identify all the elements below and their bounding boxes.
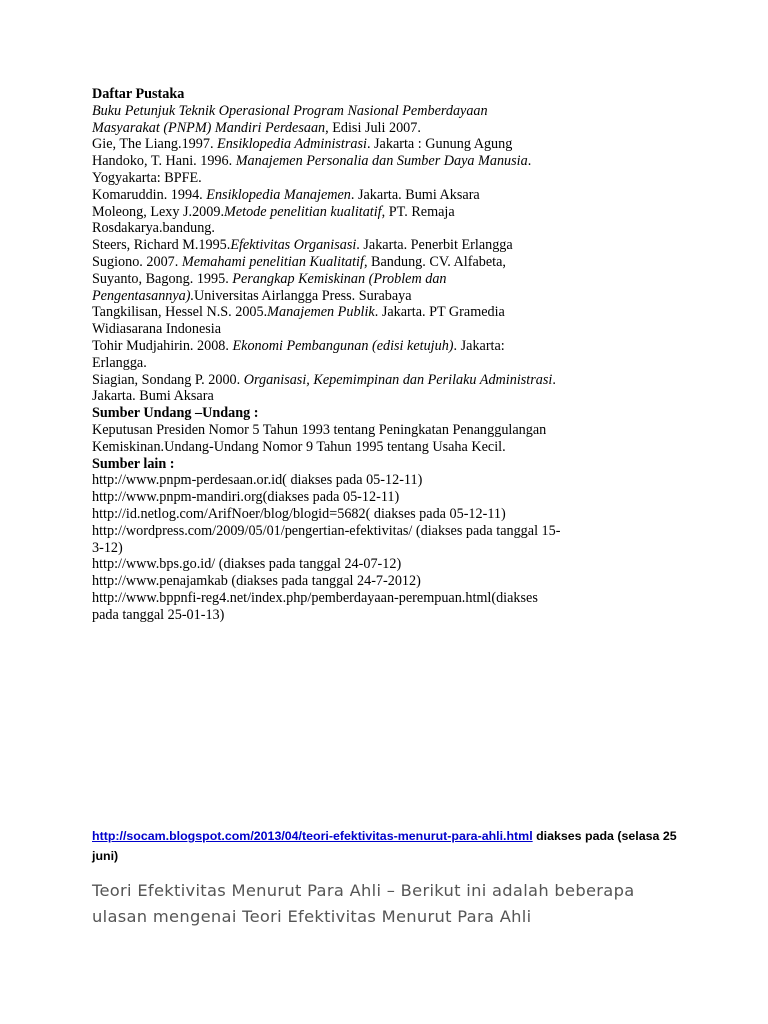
source-link[interactable]: http://socam.blogspot.com/2013/04/teori-efektivitas-menurut-para-ahli.html (92, 829, 533, 843)
reference-line (92, 254, 632, 271)
reference-text: Tangkilisan, Hessel N.S. 2005. (92, 304, 268, 321)
reference-text: Handoko, T. Hani. 1996. (92, 153, 236, 170)
reference-line (92, 237, 632, 254)
reference-text: http://wordpress.com/2009/05/01/pengertian-efektivitas/ (diakses pada tanggal 15- (92, 522, 561, 539)
article-line-2: ulasan mengenai Teori Efektivitas Menurut Para Ahli (92, 907, 532, 926)
reference-text: , Bandung. CV. Alfabeta, (363, 253, 506, 270)
reference-text: Siagian, Sondang P. 2000. (92, 371, 244, 388)
reference-title: Ekonomi Pembangunan (edisi ketujuh) (232, 337, 454, 354)
reference-text: , Edisi Juli 2007. (325, 119, 421, 136)
reference-text: . Jakarta. PT Gramedia (374, 304, 505, 321)
reference-line (92, 422, 632, 439)
reference-line (92, 439, 632, 456)
reference-text: 3-12) (92, 539, 123, 556)
source-link-line (92, 826, 702, 866)
reference-title: Masyarakat (PNPM) Mandiri Perdesaan (92, 119, 326, 136)
reference-line (92, 338, 632, 355)
reference-text: http://id.netlog.com/ArifNoer/blog/blogid=5682( diakses pada 05-12-11) (92, 505, 506, 522)
reference-line (92, 472, 632, 489)
reference-line (92, 204, 632, 221)
reference-text: Tohir Mudjahirin. 2008. (92, 337, 233, 354)
reference-text: . Jakarta : Gunung Agung (366, 136, 513, 153)
reference-line (92, 388, 632, 405)
reference-line (92, 120, 632, 137)
reference-line (92, 220, 632, 237)
reference-text: . Jakarta. Penerbit Erlangga (356, 237, 513, 254)
reference-text: Universitas Airlangga Press. Surabaya (194, 287, 412, 304)
reference-line (92, 540, 632, 557)
reference-text: Moleong, Lexy J.2009. (92, 203, 225, 220)
reference-text: pada tanggal 25-01-13) (92, 606, 225, 623)
reference-title: Manajemen Personalia dan Sumber Daya Manusia (235, 153, 528, 170)
reference-text: Keputusan Presiden Nomor 5 Tahun 1993 tentang Peningkatan Penanggulangan (92, 421, 547, 438)
reference-line (92, 506, 632, 523)
reference-title: Buku Petunjuk Teknik Operasional Program Nasional Pemberdayaan (92, 102, 488, 119)
reference-line (92, 170, 632, 187)
reference-line (92, 153, 632, 170)
reference-line (92, 355, 632, 372)
reference-text: Suyanto, Bagong. 1995. (92, 270, 233, 287)
article-excerpt (92, 878, 692, 930)
source-link-note: diakses pada (selasa 25 juni) (92, 829, 677, 863)
reference-line (92, 304, 632, 321)
reference-text: Erlangga. (92, 354, 147, 371)
reference-text: Rosdakarya.bandung. (92, 220, 215, 237)
reference-title: Perangkap Kemiskinan (Problem dan (232, 270, 447, 287)
reference-text: . (527, 153, 532, 170)
reference-text: Sugiono. 2007. (92, 253, 182, 270)
reference-line (92, 271, 632, 288)
reference-title: Pengentasannya). (92, 287, 195, 304)
reference-line (92, 590, 632, 607)
reference-text: http://www.penajamkab (diakses pada tanggal 24-7-2012) (92, 573, 421, 590)
reference-text: Gie, The Liang.1997. (92, 136, 218, 153)
reference-title: Organisasi, Kepemimpinan dan Perilaku Administrasi (243, 371, 553, 388)
reference-text: Kemiskinan.Undang-Undang Nomor 9 Tahun 1995 tentang Usaha Kecil. (92, 438, 506, 455)
reference-line (92, 136, 632, 153)
reference-text: Yogyakarta: BPFE. (92, 169, 202, 186)
reference-text: , PT. Remaja (381, 203, 455, 220)
reference-line (92, 573, 632, 590)
reference-list (92, 103, 632, 624)
reference-text: . Jakarta: (453, 337, 505, 354)
reference-line (92, 489, 632, 506)
reference-line (92, 372, 632, 389)
reference-text: Komaruddin. 1994. (92, 186, 207, 203)
reference-line (92, 103, 632, 120)
reference-text: http://www.bppnfi-reg4.net/index.php/pemberdayaan-perempuan.html(diakses (92, 589, 538, 606)
reference-title: Ensiklopedia Manajemen (206, 186, 351, 203)
reference-line (92, 321, 632, 338)
reference-title: Manajemen Publik (267, 304, 375, 321)
reference-line (92, 556, 632, 573)
reference-text: http://www.pnpm-mandiri.org(diakses pada 05-12-11) (92, 489, 400, 506)
bibliography (92, 86, 632, 624)
reference-line (92, 607, 632, 624)
reference-text: http://www.pnpm-perdesaan.or.id( diakses pada 05-12-11) (92, 472, 423, 489)
reference-text: Sumber Undang –Undang : (92, 405, 259, 422)
reference-text: Jakarta. Bumi Aksara (92, 388, 214, 405)
bibliography-heading: Daftar Pustaka (92, 86, 185, 102)
reference-text: . (552, 371, 556, 388)
reference-text: . Jakarta. Bumi Aksara (350, 186, 480, 203)
reference-text: Sumber lain : (92, 455, 175, 472)
article-line-1: Teori Efektivitas Menurut Para Ahli – Berikut ini adalah beberapa (92, 881, 635, 900)
reference-line (92, 187, 632, 204)
reference-line (92, 456, 632, 473)
reference-line (92, 405, 632, 422)
reference-line (92, 523, 632, 540)
reference-text: Steers, Richard M.1995. (92, 237, 231, 254)
reference-title: Efektivitas Organisasi (230, 237, 357, 254)
reference-text: http://www.bps.go.id/ (diakses pada tanggal 24-07-12) (92, 556, 402, 573)
reference-title: Ensiklopedia Administrasi (217, 136, 367, 153)
reference-title: Memahami penelitian Kualitatif (181, 253, 364, 270)
reference-title: Metode penelitian kualitatif (224, 203, 382, 220)
reference-text: Widiasarana Indonesia (92, 321, 222, 338)
reference-line (92, 288, 632, 305)
